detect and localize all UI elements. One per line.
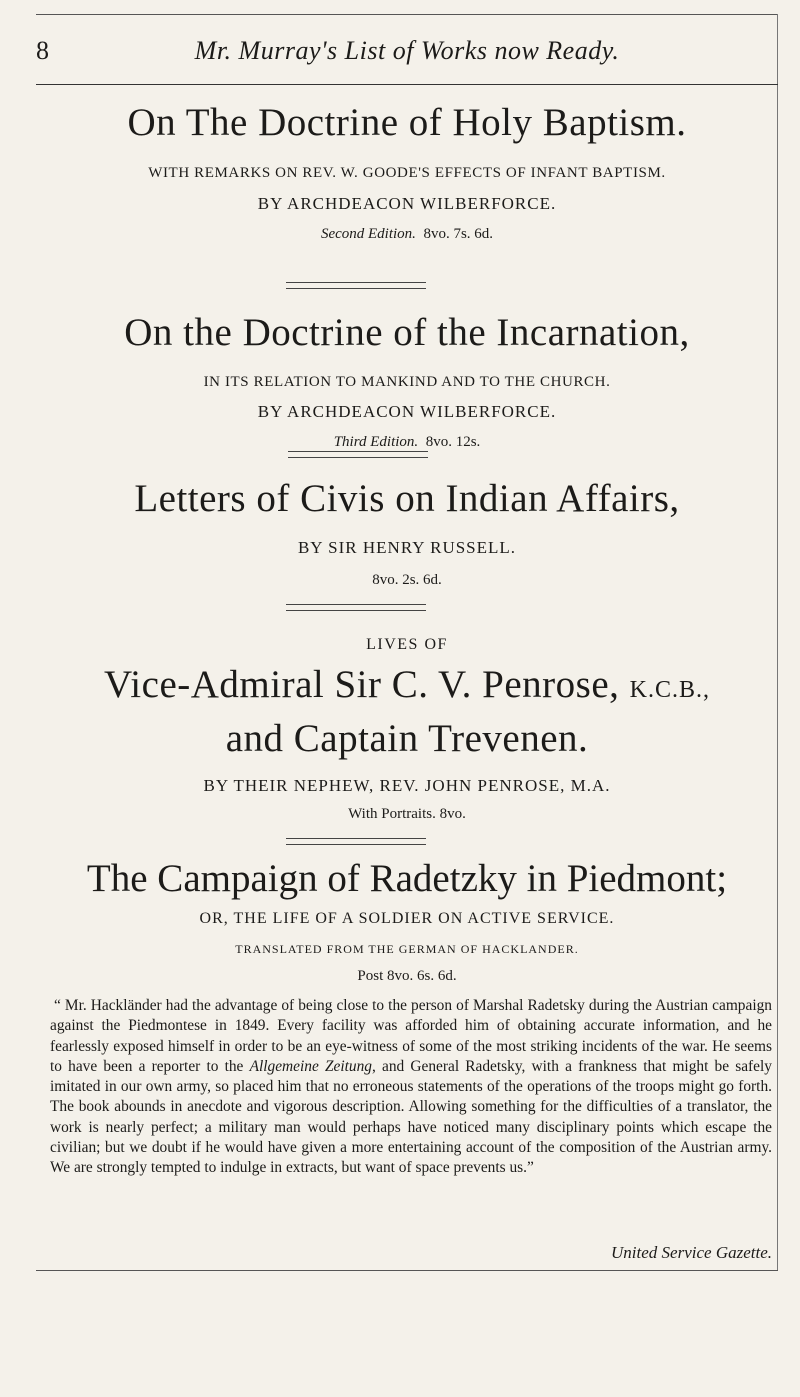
entry-1-pub-info — [36, 226, 778, 243]
entry-2-title: On the Doctrine of the Incarnation, — [124, 311, 690, 354]
entry-2-subtitle: IN ITS RELATION TO MANKIND AND TO THE CHURCH. — [203, 374, 611, 390]
entry-1-title: On The Doctrine of Holy Baptism. — [127, 101, 687, 144]
divider-rule — [286, 604, 426, 611]
review-text-start: “ Mr. Hackländer had the advantage of being close to the person of Marshal Radetsky during the Austrian campaign against the Piedmontese in 1849. Every facility was afforded him of obtaining accurate information, and he fearlessly exposed himself in order to be an eye-witness of some of the most striking incidents of the war. He seems to have been a reporter to the — [50, 997, 772, 1075]
page-number: 8 — [36, 36, 49, 65]
review-text-end: , and General Radetsky, with a frankness that might be safely imitated in our own army, so placed him that no erroneous statements of the operations of the troops might go forth. The book abounds in anecdote and vigorous description. Allowing something for the difficulties of a translator, the work is nearly perfect; a military man would perhaps have noticed many disciplinary points which escape the civilian; but we doubt if he would have given a more entertaining account of the composition of the Austrian army. We are strongly tempted to indulge in extracts, but want of space prevents us.” — [50, 1057, 772, 1177]
review-quote — [50, 996, 772, 1179]
entry-2-pub-info — [36, 434, 778, 451]
running-title: Mr. Murray's List of Works now Ready. — [194, 36, 620, 65]
entry-4-title-line-1 — [36, 664, 778, 707]
top-rule — [36, 14, 778, 15]
header-rule — [36, 84, 778, 85]
entry-4-title-main: Vice-Admiral Sir C. V. Penrose, — [103, 663, 620, 706]
entry-3-details: 8vo. 2s. 6d. — [372, 572, 442, 588]
entry-4-title-line-2: and Captain Trevenen. — [225, 717, 589, 760]
review-newspaper-name: Allgemeine Zeitung — [249, 1057, 372, 1075]
entry-5-title: The Campaign of Radetzky in Piedmont; — [86, 857, 728, 900]
running-head — [36, 36, 778, 76]
review-source: United Service Gazette. — [611, 1243, 772, 1262]
catalogue-page — [36, 0, 778, 1397]
entry-2-edition: Third Edition. — [333, 434, 419, 450]
entry-3-author: BY SIR HENRY RUSSELL. — [297, 538, 517, 557]
entry-2-details: 8vo. 12s. — [425, 434, 481, 450]
entry-1-author: BY ARCHDEACON WILBERFORCE. — [257, 194, 557, 213]
entry-5-translated: TRANSLATED FROM THE GERMAN OF HACKLANDER. — [235, 942, 579, 956]
entry-5-details: Post 8vo. 6s. 6d. — [357, 968, 457, 984]
entry-5-subtitle: OR, THE LIFE OF A SOLDIER ON ACTIVE SERVICE. — [199, 910, 615, 927]
entry-1-details: 8vo. 7s. 6d. — [423, 226, 494, 242]
entry-4-details: With Portraits. 8vo. — [348, 806, 466, 822]
entry-1-subtitle: WITH REMARKS ON REV. W. GOODE'S EFFECTS OF INFANT BAPTISM. — [148, 165, 666, 181]
divider-rule — [286, 282, 426, 289]
divider-rule — [288, 451, 428, 458]
entry-1-edition: Second Edition. — [320, 226, 416, 242]
entry-4-title-honours: K.C.B., — [629, 677, 711, 703]
bottom-rule — [36, 1270, 778, 1271]
entry-2-author: BY ARCHDEACON WILBERFORCE. — [257, 402, 557, 421]
divider-rule — [286, 838, 426, 845]
entry-3-title: Letters of Civis on Indian Affairs, — [134, 477, 680, 520]
entry-4-pre-title: LIVES OF — [366, 636, 448, 653]
entry-4-author: BY THEIR NEPHEW, REV. JOHN PENROSE, M.A. — [203, 776, 611, 795]
